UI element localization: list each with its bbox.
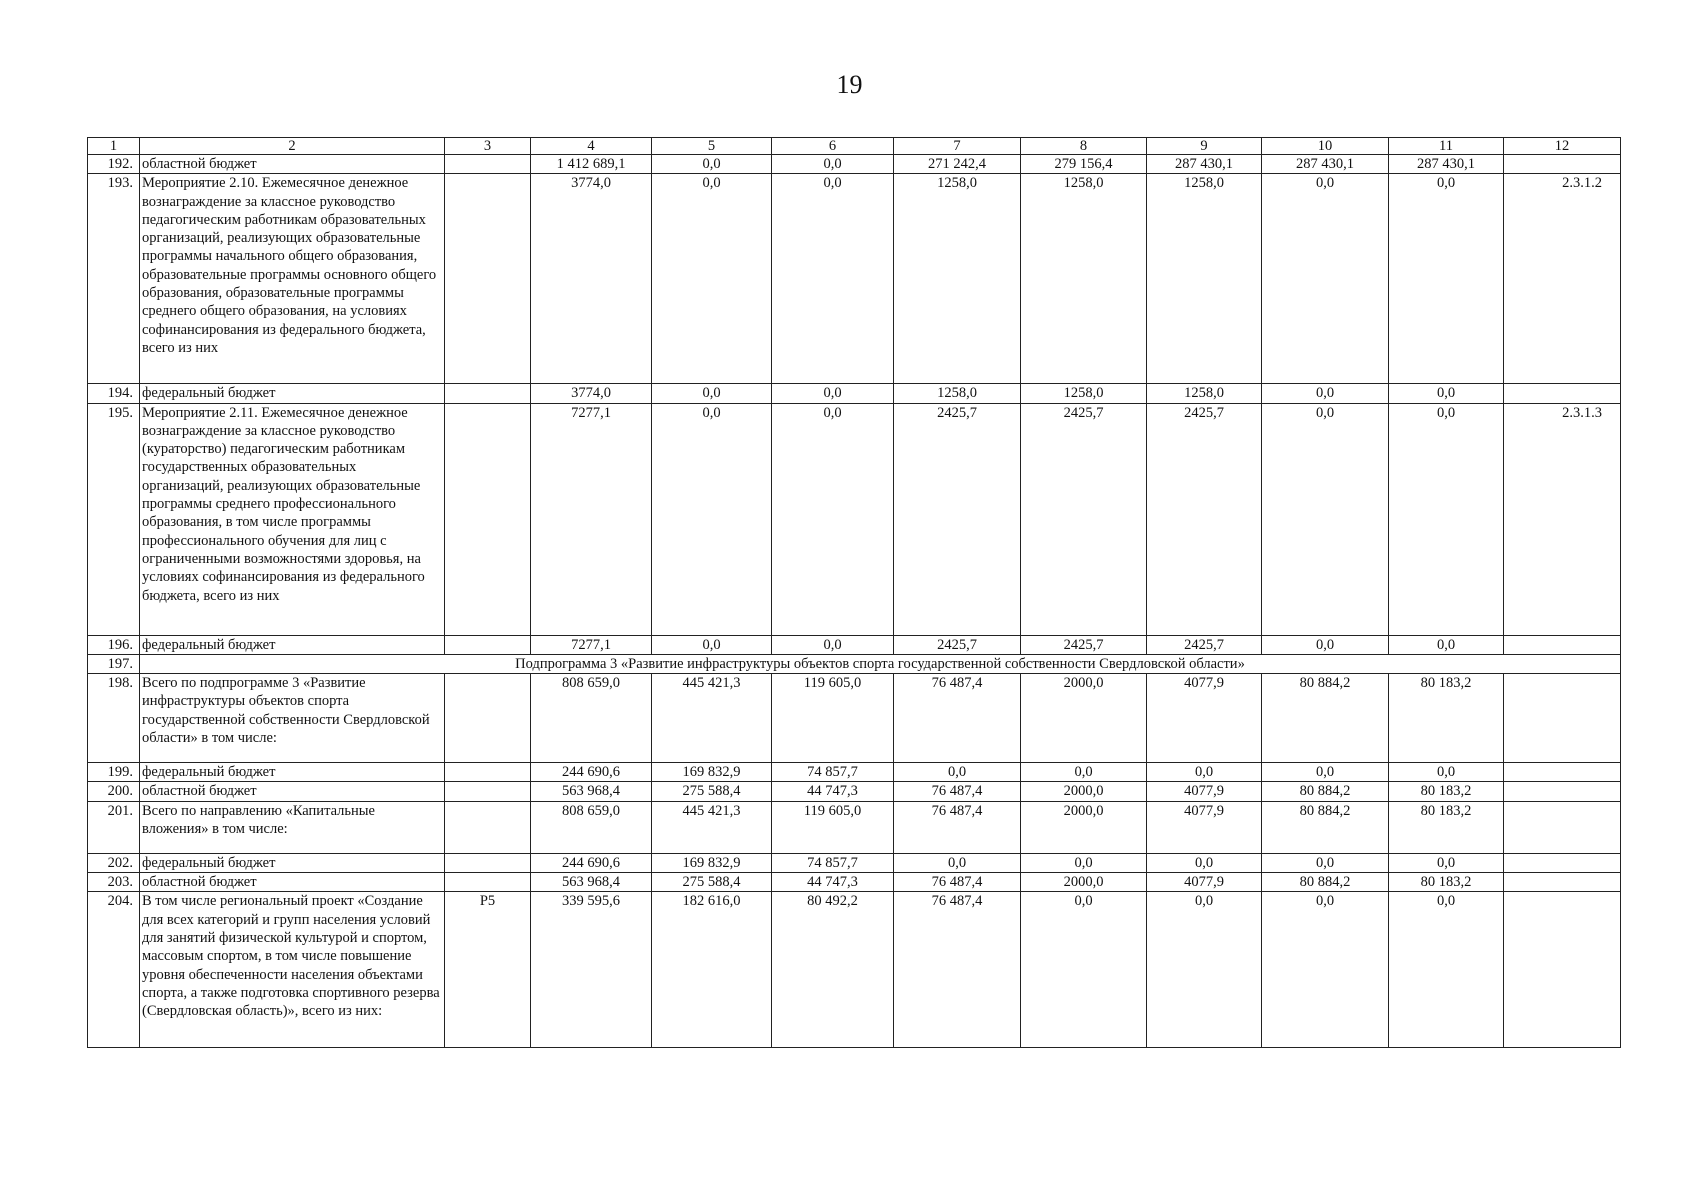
- amount-cell: 80 492,2: [772, 892, 894, 1048]
- amount-cell: 76 487,4: [894, 873, 1021, 892]
- amount-cell: 4077,9: [1147, 801, 1262, 853]
- target-indicator: [1504, 763, 1621, 782]
- amount-cell: 287 430,1: [1262, 155, 1389, 174]
- amount-cell: 0,0: [1021, 853, 1147, 872]
- amount-cell: 80 884,2: [1262, 801, 1389, 853]
- table-row: [88, 782, 1621, 801]
- amount-cell: 80 183,2: [1389, 782, 1504, 801]
- amount-cell: 0,0: [1389, 635, 1504, 654]
- project-code: [445, 801, 531, 853]
- amount-cell: 445 421,3: [652, 674, 772, 763]
- amount-cell: 7277,1: [531, 403, 652, 635]
- row-name: В том числе региональный проект «Создание для всех категорий и групп населения условий для занятий физической культурой и спортом, массовым спортом, в том числе повышение уровня обеспеченности населения объектами спорта, а также подготовка спортивного резерва (Свердловская область)», всего из них:: [140, 892, 445, 1048]
- column-number-cell: 11: [1389, 138, 1504, 155]
- row-number: 195.: [88, 403, 140, 635]
- amount-cell: 2425,7: [1147, 635, 1262, 654]
- column-number-cell: 7: [894, 138, 1021, 155]
- amount-cell: 445 421,3: [652, 801, 772, 853]
- table-row: [88, 174, 1621, 384]
- row-name: Мероприятие 2.11. Ежемесячное денежное вознаграждение за классное руководство (кураторство) педагогическим работникам государственных образовательных организаций, реализующих образовательные программы среднего профессионального образования, в том числе программы профессионального обучения для лиц с ограниченными возможностями здоровья, на условиях софинансирования из федерального бюджета, всего из них: [140, 403, 445, 635]
- amount-cell: 808 659,0: [531, 801, 652, 853]
- row-name: Всего по направлению «Капитальные вложения» в том числе:: [140, 801, 445, 853]
- target-indicator: [1504, 853, 1621, 872]
- amount-cell: 0,0: [1262, 892, 1389, 1048]
- amount-cell: 808 659,0: [531, 674, 652, 763]
- row-number: 200.: [88, 782, 140, 801]
- target-indicator: [1504, 782, 1621, 801]
- amount-cell: 0,0: [1389, 892, 1504, 1048]
- amount-cell: 119 605,0: [772, 801, 894, 853]
- amount-cell: 0,0: [1389, 403, 1504, 635]
- target-indicator: [1504, 892, 1621, 1048]
- amount-cell: 76 487,4: [894, 674, 1021, 763]
- amount-cell: 2000,0: [1021, 674, 1147, 763]
- amount-cell: 2000,0: [1021, 801, 1147, 853]
- amount-cell: 0,0: [652, 403, 772, 635]
- row-number: 192.: [88, 155, 140, 174]
- amount-cell: 76 487,4: [894, 801, 1021, 853]
- amount-cell: 0,0: [1147, 892, 1262, 1048]
- row-name: областной бюджет: [140, 782, 445, 801]
- target-indicator: 2.3.1.2: [1504, 174, 1621, 384]
- target-indicator: [1504, 384, 1621, 403]
- project-code: [445, 873, 531, 892]
- amount-cell: 44 747,3: [772, 782, 894, 801]
- table-row: [88, 635, 1621, 654]
- table-row: [88, 853, 1621, 872]
- row-name: Всего по подпрограмме 3 «Развитие инфраструктуры объектов спорта государственной собственности Свердловской области» в том числе:: [140, 674, 445, 763]
- amount-cell: 80 183,2: [1389, 674, 1504, 763]
- column-number-row: [88, 138, 1621, 155]
- amount-cell: 2425,7: [1147, 403, 1262, 635]
- column-number-cell: 12: [1504, 138, 1621, 155]
- subprogram-row: [88, 654, 1621, 673]
- column-number-cell: 2: [140, 138, 445, 155]
- amount-cell: 244 690,6: [531, 853, 652, 872]
- project-code: [445, 174, 531, 384]
- amount-cell: 0,0: [1262, 174, 1389, 384]
- row-number: 201.: [88, 801, 140, 853]
- amount-cell: 271 242,4: [894, 155, 1021, 174]
- amount-cell: 2425,7: [1021, 403, 1147, 635]
- row-name: федеральный бюджет: [140, 384, 445, 403]
- row-name: областной бюджет: [140, 155, 445, 174]
- row-number: 198.: [88, 674, 140, 763]
- amount-cell: 1258,0: [894, 384, 1021, 403]
- amount-cell: 0,0: [1262, 403, 1389, 635]
- amount-cell: 287 430,1: [1389, 155, 1504, 174]
- project-code: [445, 853, 531, 872]
- amount-cell: 2000,0: [1021, 782, 1147, 801]
- amount-cell: 275 588,4: [652, 873, 772, 892]
- project-code: [445, 403, 531, 635]
- target-indicator: [1504, 873, 1621, 892]
- amount-cell: 74 857,7: [772, 763, 894, 782]
- row-number: 193.: [88, 174, 140, 384]
- amount-cell: 1 412 689,1: [531, 155, 652, 174]
- amount-cell: 80 884,2: [1262, 674, 1389, 763]
- project-code: Р5: [445, 892, 531, 1048]
- amount-cell: 244 690,6: [531, 763, 652, 782]
- subprogram-title: Подпрограмма 3 «Развитие инфраструктуры объектов спорта государственной собственности Свердловской области»: [140, 654, 1621, 673]
- column-number-cell: 9: [1147, 138, 1262, 155]
- amount-cell: 2425,7: [894, 403, 1021, 635]
- table-row: [88, 873, 1621, 892]
- amount-cell: 0,0: [1021, 892, 1147, 1048]
- row-number: 202.: [88, 853, 140, 872]
- amount-cell: 169 832,9: [652, 853, 772, 872]
- amount-cell: 0,0: [894, 853, 1021, 872]
- row-number: 203.: [88, 873, 140, 892]
- amount-cell: 7277,1: [531, 635, 652, 654]
- project-code: [445, 782, 531, 801]
- amount-cell: 287 430,1: [1147, 155, 1262, 174]
- amount-cell: 339 595,6: [531, 892, 652, 1048]
- amount-cell: 0,0: [1389, 763, 1504, 782]
- amount-cell: 76 487,4: [894, 892, 1021, 1048]
- project-code: [445, 155, 531, 174]
- column-number-cell: 10: [1262, 138, 1389, 155]
- amount-cell: 0,0: [652, 155, 772, 174]
- amount-cell: 1258,0: [1147, 174, 1262, 384]
- table-row: [88, 384, 1621, 403]
- amount-cell: 3774,0: [531, 174, 652, 384]
- target-indicator: [1504, 674, 1621, 763]
- table-row: [88, 155, 1621, 174]
- amount-cell: 0,0: [1389, 384, 1504, 403]
- amount-cell: 0,0: [652, 635, 772, 654]
- row-number: 199.: [88, 763, 140, 782]
- target-indicator: [1504, 801, 1621, 853]
- amount-cell: 0,0: [772, 384, 894, 403]
- amount-cell: 275 588,4: [652, 782, 772, 801]
- amount-cell: 119 605,0: [772, 674, 894, 763]
- amount-cell: 2425,7: [1021, 635, 1147, 654]
- amount-cell: 279 156,4: [1021, 155, 1147, 174]
- amount-cell: 0,0: [1147, 763, 1262, 782]
- target-indicator: [1504, 635, 1621, 654]
- amount-cell: 1258,0: [1021, 174, 1147, 384]
- table-row: [88, 801, 1621, 853]
- amount-cell: 1258,0: [894, 174, 1021, 384]
- amount-cell: 0,0: [1262, 384, 1389, 403]
- target-indicator: [1504, 155, 1621, 174]
- amount-cell: 0,0: [1262, 635, 1389, 654]
- amount-cell: 563 968,4: [531, 873, 652, 892]
- project-code: [445, 674, 531, 763]
- amount-cell: 1258,0: [1021, 384, 1147, 403]
- amount-cell: 0,0: [1262, 763, 1389, 782]
- column-number-cell: 8: [1021, 138, 1147, 155]
- amount-cell: 3774,0: [531, 384, 652, 403]
- project-code: [445, 384, 531, 403]
- row-name: федеральный бюджет: [140, 635, 445, 654]
- amount-cell: 169 832,9: [652, 763, 772, 782]
- column-number-cell: 6: [772, 138, 894, 155]
- row-name: федеральный бюджет: [140, 853, 445, 872]
- amount-cell: 74 857,7: [772, 853, 894, 872]
- table-row: [88, 403, 1621, 635]
- amount-cell: 0,0: [772, 174, 894, 384]
- row-name: областной бюджет: [140, 873, 445, 892]
- amount-cell: 80 183,2: [1389, 873, 1504, 892]
- row-number: 204.: [88, 892, 140, 1048]
- amount-cell: 0,0: [1389, 853, 1504, 872]
- amount-cell: 44 747,3: [772, 873, 894, 892]
- amount-cell: 0,0: [894, 763, 1021, 782]
- amount-cell: 80 183,2: [1389, 801, 1504, 853]
- column-number-cell: 5: [652, 138, 772, 155]
- column-number-cell: 1: [88, 138, 140, 155]
- row-number: 197.: [88, 654, 140, 673]
- amount-cell: 0,0: [652, 174, 772, 384]
- table-row: [88, 763, 1621, 782]
- amount-cell: 0,0: [772, 635, 894, 654]
- row-name: Мероприятие 2.10. Ежемесячное денежное вознаграждение за классное руководство педагогическим работникам образовательных организаций, реализующих образовательные программы начального общего образования, образовательные программы основного общего образования, образовательные программы среднего общего образования, на условиях софинансирования из федерального бюджета, всего из них: [140, 174, 445, 384]
- column-number-cell: 3: [445, 138, 531, 155]
- target-indicator: 2.3.1.3: [1504, 403, 1621, 635]
- amount-cell: 563 968,4: [531, 782, 652, 801]
- table-body: [88, 138, 1621, 1048]
- amount-cell: 0,0: [772, 155, 894, 174]
- amount-cell: 80 884,2: [1262, 782, 1389, 801]
- row-name: федеральный бюджет: [140, 763, 445, 782]
- project-code: [445, 763, 531, 782]
- table-row: [88, 674, 1621, 763]
- amount-cell: 4077,9: [1147, 873, 1262, 892]
- amount-cell: 4077,9: [1147, 782, 1262, 801]
- amount-cell: 2000,0: [1021, 873, 1147, 892]
- amount-cell: 1258,0: [1147, 384, 1262, 403]
- amount-cell: 80 884,2: [1262, 873, 1389, 892]
- amount-cell: 0,0: [1021, 763, 1147, 782]
- row-number: 196.: [88, 635, 140, 654]
- amount-cell: 0,0: [1147, 853, 1262, 872]
- amount-cell: 0,0: [1389, 174, 1504, 384]
- budget-table: [87, 137, 1621, 1048]
- amount-cell: 0,0: [772, 403, 894, 635]
- amount-cell: 76 487,4: [894, 782, 1021, 801]
- row-number: 194.: [88, 384, 140, 403]
- column-number-cell: 4: [531, 138, 652, 155]
- amount-cell: 0,0: [652, 384, 772, 403]
- table-row: [88, 892, 1621, 1048]
- amount-cell: 2425,7: [894, 635, 1021, 654]
- amount-cell: 0,0: [1262, 853, 1389, 872]
- amount-cell: 4077,9: [1147, 674, 1262, 763]
- page-number: 19: [836, 70, 863, 99]
- amount-cell: 182 616,0: [652, 892, 772, 1048]
- project-code: [445, 635, 531, 654]
